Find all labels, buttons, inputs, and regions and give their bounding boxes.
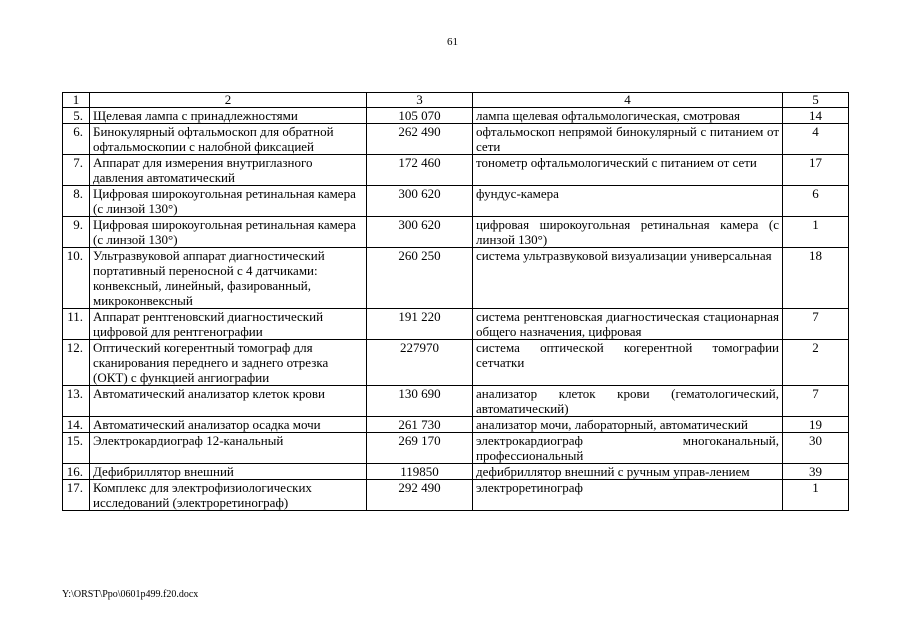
device-category: система ультразвуковой визуализации универсальная — [473, 248, 783, 309]
table-row — [63, 108, 849, 124]
table-row — [63, 248, 849, 309]
device-category: электрокардиограф многоканальный, профессиональный — [473, 433, 783, 464]
header-cell: 1 — [63, 93, 90, 108]
quantity: 39 — [783, 464, 849, 480]
equipment-name: Цифровая широкоугольная ретинальная камера (с линзой 130°) — [90, 217, 367, 248]
equipment-name: Автоматический анализатор осадка мочи — [90, 417, 367, 433]
table-row — [63, 480, 849, 511]
row-number: 5. — [63, 108, 90, 124]
row-number: 11. — [63, 309, 90, 340]
table-row — [63, 186, 849, 217]
header-cell: 3 — [367, 93, 473, 108]
device-category: цифровая широкоугольная ретинальная камера (с линзой 130°) — [473, 217, 783, 248]
header-cell: 2 — [90, 93, 367, 108]
table-row — [63, 217, 849, 248]
row-number: 6. — [63, 124, 90, 155]
quantity: 7 — [783, 386, 849, 417]
table-row — [63, 309, 849, 340]
equipment-name: Цифровая широкоугольная ретинальная камера (с линзой 130°) — [90, 186, 367, 217]
quantity: 2 — [783, 340, 849, 386]
equipment-name: Ультразвуковой аппарат диагностический портативный переносной с 4 датчиками: конвексный, линейный, фазированный, микроконвексный — [90, 248, 367, 309]
price: 191 220 — [367, 309, 473, 340]
quantity: 6 — [783, 186, 849, 217]
row-number: 16. — [63, 464, 90, 480]
equipment-name: Дефибриллятор внешний — [90, 464, 367, 480]
quantity: 18 — [783, 248, 849, 309]
device-category: тонометр офтальмологический с питанием от сети — [473, 155, 783, 186]
equipment-name: Автоматический анализатор клеток крови — [90, 386, 367, 417]
price: 105 070 — [367, 108, 473, 124]
row-number: 13. — [63, 386, 90, 417]
device-category: лампа щелевая офтальмологическая, смотровая — [473, 108, 783, 124]
table-row — [63, 417, 849, 433]
table-row — [63, 155, 849, 186]
quantity: 1 — [783, 480, 849, 511]
row-number: 10. — [63, 248, 90, 309]
equipment-table — [62, 92, 849, 511]
price: 262 490 — [367, 124, 473, 155]
table-row — [63, 433, 849, 464]
file-path: Y:\ORST\Ppo\0601p499.f20.docx — [62, 589, 199, 600]
equipment-name: Бинокулярный офтальмоскоп для обратной офтальмоскопии с налобной фиксацией — [90, 124, 367, 155]
price: 261 730 — [367, 417, 473, 433]
table-row — [63, 124, 849, 155]
equipment-name: Комплекс для электрофизиологических исследований (электроретинограф) — [90, 480, 367, 511]
row-number: 7. — [63, 155, 90, 186]
quantity: 19 — [783, 417, 849, 433]
price: 227970 — [367, 340, 473, 386]
price: 269 170 — [367, 433, 473, 464]
row-number: 15. — [63, 433, 90, 464]
table-row — [63, 340, 849, 386]
quantity: 30 — [783, 433, 849, 464]
device-category: анализатор клеток крови (гематологический, автоматический) — [473, 386, 783, 417]
quantity: 1 — [783, 217, 849, 248]
price: 300 620 — [367, 186, 473, 217]
device-category: офтальмоскоп непрямой бинокулярный с питанием от сети — [473, 124, 783, 155]
device-category: система рентгеновская диагностическая стационарная общего назначения, цифровая — [473, 309, 783, 340]
price: 130 690 — [367, 386, 473, 417]
price: 119850 — [367, 464, 473, 480]
quantity: 7 — [783, 309, 849, 340]
quantity: 14 — [783, 108, 849, 124]
header-cell: 5 — [783, 93, 849, 108]
row-number: 9. — [63, 217, 90, 248]
header-row — [63, 93, 849, 108]
price: 172 460 — [367, 155, 473, 186]
equipment-name: Щелевая лампа с принадлежностями — [90, 108, 367, 124]
quantity: 4 — [783, 124, 849, 155]
row-number: 14. — [63, 417, 90, 433]
device-category: электроретинограф — [473, 480, 783, 511]
price: 260 250 — [367, 248, 473, 309]
price: 292 490 — [367, 480, 473, 511]
row-number: 17. — [63, 480, 90, 511]
table-row — [63, 464, 849, 480]
device-category: фундус-камера — [473, 186, 783, 217]
device-category: дефибриллятор внешний с ручным управ-лением — [473, 464, 783, 480]
page-number: 61 — [447, 36, 458, 48]
table-row — [63, 386, 849, 417]
price: 300 620 — [367, 217, 473, 248]
row-number: 12. — [63, 340, 90, 386]
device-category: анализатор мочи, лабораторный, автоматический — [473, 417, 783, 433]
header-cell: 4 — [473, 93, 783, 108]
quantity: 17 — [783, 155, 849, 186]
device-category: система оптической когерентной томографии сетчатки — [473, 340, 783, 386]
equipment-name: Аппарат рентгеновский диагностический цифровой для рентгенографии — [90, 309, 367, 340]
equipment-name: Аппарат для измерения внутриглазного давления автоматический — [90, 155, 367, 186]
equipment-name: Электрокардиограф 12-канальный — [90, 433, 367, 464]
equipment-name: Оптический когерентный томограф для сканирования переднего и заднего отрезка (ОКТ) с функцией ангиографии — [90, 340, 367, 386]
row-number: 8. — [63, 186, 90, 217]
